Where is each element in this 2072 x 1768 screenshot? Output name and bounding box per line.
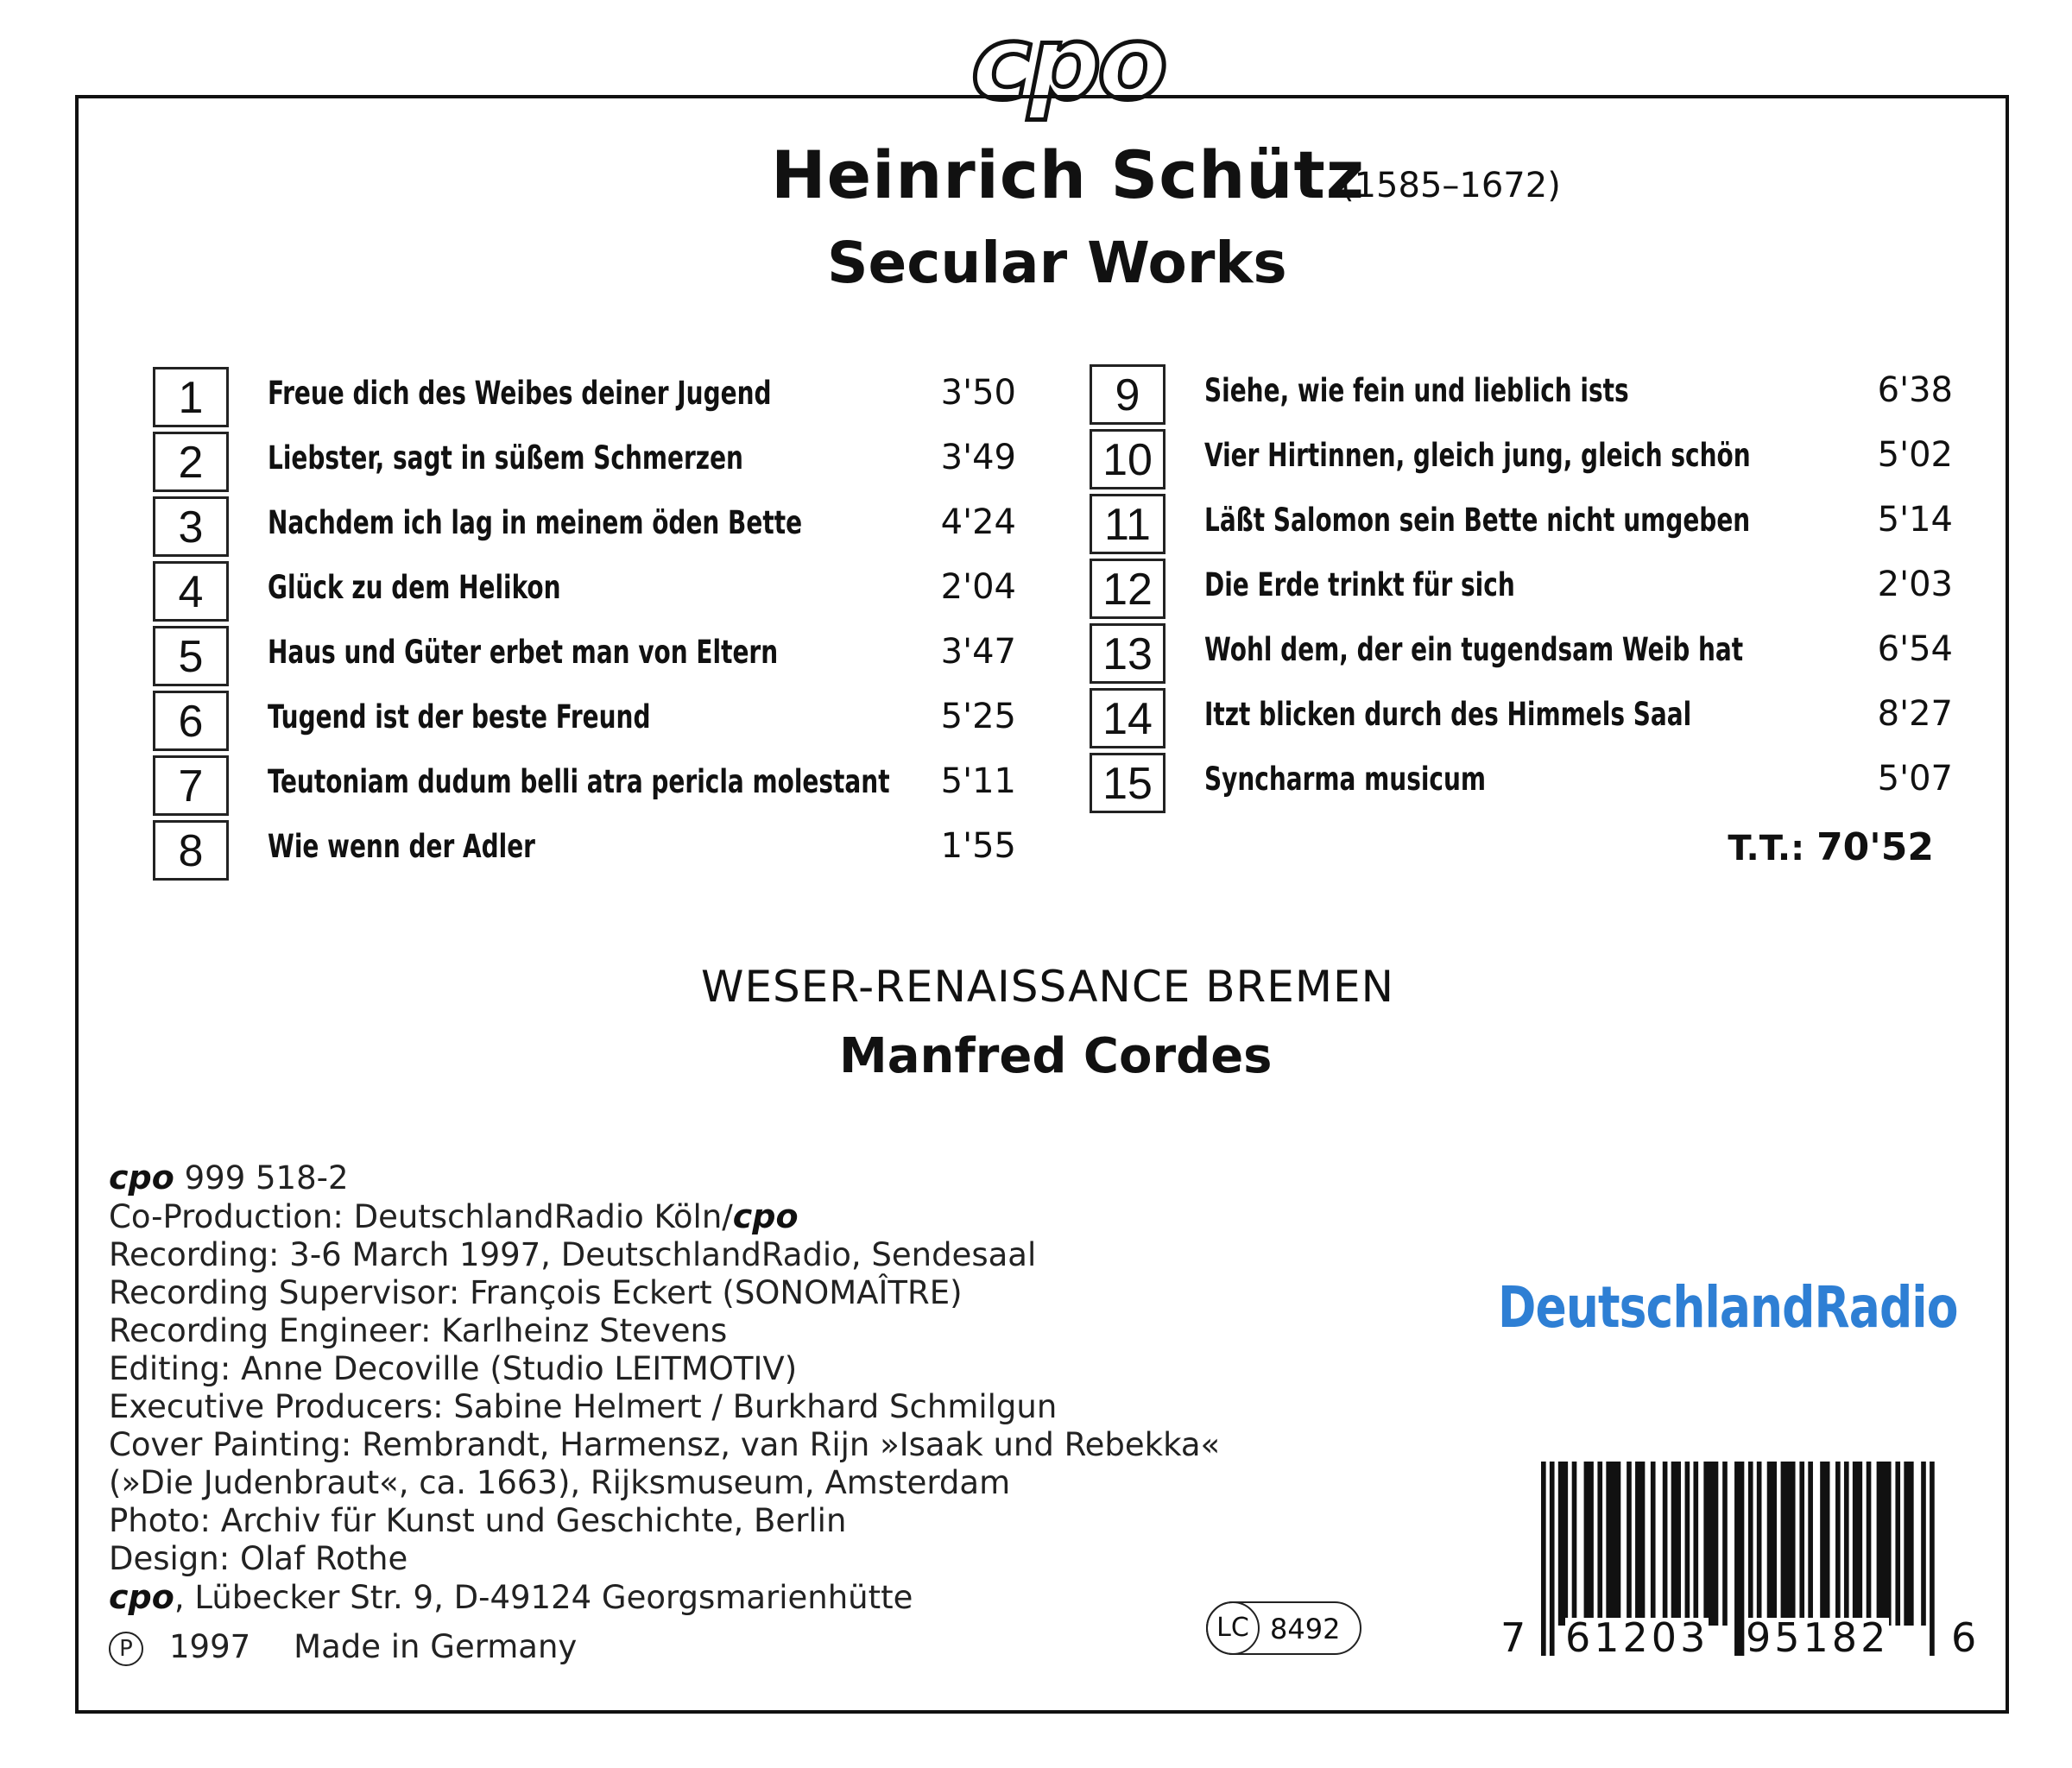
- track-row: [153, 561, 1016, 627]
- conductor-name: Manfred Cordes: [839, 1028, 1273, 1084]
- track-number: 12: [1090, 559, 1166, 619]
- track-number: 6: [153, 691, 229, 751]
- track-row: [1090, 364, 1953, 430]
- total-time-value: 70'52: [1816, 825, 1934, 869]
- track-title: Glück zu dem Helikon: [268, 569, 561, 606]
- barcode-right-group: 95182: [1746, 1614, 1890, 1661]
- credit-line: Editing: Anne Decoville (Studio LEITMOTIV): [109, 1350, 798, 1387]
- label-code-letters: LC: [1206, 1601, 1260, 1655]
- composer-name: Heinrich Schütz: [771, 136, 1366, 213]
- track-title: Freue dich des Weibes deiner Jugend: [268, 375, 772, 412]
- track-title: Teutoniam dudum belli atra pericla molestant: [268, 763, 890, 800]
- track-number: 13: [1090, 623, 1166, 684]
- track-number: 8: [153, 820, 229, 881]
- credit-line: Recording Supervisor: François Eckert (SONOMAÎTRE): [109, 1274, 963, 1311]
- track-number: 5: [153, 626, 229, 686]
- made-in-text: Made in Germany: [294, 1628, 578, 1665]
- track-title: Tugend ist der beste Freund: [268, 698, 651, 736]
- credit-line: Recording Engineer: Karlheinz Stevens: [109, 1312, 728, 1349]
- catalog-number: 999 518-2: [184, 1159, 349, 1197]
- track-number: 2: [153, 432, 229, 492]
- track-number: 9: [1090, 364, 1166, 425]
- track-duration: 6'54: [1877, 629, 1953, 669]
- track-number: 3: [153, 496, 229, 557]
- label-code: [1206, 1601, 1361, 1655]
- track-row: [153, 820, 1016, 886]
- track-duration: 5'02: [1877, 435, 1953, 475]
- track-title: Wie wenn der Adler: [268, 828, 535, 865]
- coproduction-text: Co-Production: DeutschlandRadio Köln/: [109, 1198, 733, 1235]
- track-row: [1090, 494, 1953, 559]
- cpo-logo: cpo: [971, 3, 1165, 123]
- track-title: Syncharma musicum: [1204, 761, 1487, 798]
- track-title: Läßt Salomon sein Bette nicht umgeben: [1204, 502, 1751, 539]
- track-row: [1090, 688, 1953, 754]
- track-title: Itzt blicken durch des Himmels Saal: [1204, 696, 1692, 733]
- track-duration: 3'47: [940, 632, 1016, 672]
- track-number: 14: [1090, 688, 1166, 748]
- track-number: 10: [1090, 429, 1166, 489]
- copyright-year: 1997: [169, 1628, 251, 1665]
- credit-line: Recording: 3-6 March 1997, DeutschlandRadio, Sendesaal: [109, 1236, 1037, 1273]
- barcode-left-group: 61203: [1565, 1614, 1709, 1661]
- cpo-brand: cpo: [109, 1578, 174, 1616]
- track-duration: 5'25: [940, 697, 1016, 736]
- track-number: 4: [153, 561, 229, 622]
- cpo-brand: cpo: [732, 1197, 799, 1235]
- barcode-first-digit: 7: [1500, 1614, 1526, 1661]
- track-row: [153, 691, 1016, 756]
- track-duration: 1'55: [940, 826, 1016, 866]
- total-time: [1728, 825, 1934, 869]
- phonogram-icon: P: [109, 1632, 143, 1666]
- deutschlandradio-logo: DeutschlandRadio: [1498, 1274, 1958, 1341]
- track-number: 7: [153, 755, 229, 816]
- track-row: [153, 626, 1016, 691]
- track-row: [153, 367, 1016, 433]
- track-duration: 3'49: [940, 438, 1016, 477]
- credit-line: Cover Painting: Rembrandt, Harmensz, van Rijn »Isaak und Rebekka«: [109, 1426, 1221, 1463]
- track-duration: 5'07: [1877, 759, 1953, 799]
- album-subtitle: Secular Works: [827, 230, 1287, 296]
- track-title: Liebster, sagt in süßem Schmerzen: [268, 439, 743, 477]
- track-title: Siehe, wie fein und lieblich ists: [1204, 372, 1629, 409]
- track-row: [153, 755, 1016, 821]
- track-duration: 8'27: [1877, 694, 1953, 734]
- track-duration: 6'38: [1877, 370, 1953, 410]
- track-title: Haus und Güter erbet man von Eltern: [268, 634, 779, 671]
- copyright-line: [109, 1628, 577, 1666]
- track-row: [1090, 753, 1953, 818]
- track-duration: 5'14: [1877, 500, 1953, 540]
- catalog-line: [109, 1159, 1220, 1197]
- track-duration: 2'03: [1877, 565, 1953, 604]
- track-row: [1090, 429, 1953, 495]
- composer-dates: (1585–1672): [1341, 166, 1561, 205]
- track-row: [1090, 623, 1953, 689]
- credit-line: Executive Producers: Sabine Helmert / Burkhard Schmilgun: [109, 1388, 1058, 1425]
- coproduction-line: [109, 1197, 1220, 1236]
- cpo-brand: cpo: [109, 1159, 174, 1197]
- credit-line: Design: Olaf Rothe: [109, 1540, 408, 1577]
- ensemble-name: WESER-RENAISSANCE BREMEN: [701, 962, 1394, 1012]
- track-row: [153, 496, 1016, 562]
- credit-line: Photo: Archiv für Kunst und Geschichte, Berlin: [109, 1502, 847, 1539]
- track-number: 15: [1090, 753, 1166, 813]
- barcode-last-digit: 6: [1951, 1614, 1977, 1661]
- track-number: 1: [153, 367, 229, 427]
- track-row: [1090, 559, 1953, 624]
- address-line: [109, 1578, 1220, 1617]
- track-duration: 2'04: [940, 567, 1016, 607]
- total-time-label: T.T.:: [1728, 829, 1805, 868]
- track-row: [153, 432, 1016, 497]
- address-text: , Lübecker Str. 9, D-49124 Georgsmarienhütte: [174, 1579, 913, 1616]
- track-title: Vier Hirtinnen, gleich jung, gleich schön: [1204, 437, 1751, 474]
- label-code-number: 8492: [1270, 1613, 1341, 1645]
- track-title: Die Erde trinkt für sich: [1204, 566, 1515, 603]
- track-title: Wohl dem, der ein tugendsam Weib hat: [1204, 631, 1744, 668]
- track-duration: 3'50: [940, 373, 1016, 413]
- track-duration: 5'11: [940, 761, 1016, 801]
- credit-line: (»Die Judenbraut«, ca. 1663), Rijksmuseum, Amsterdam: [109, 1464, 1011, 1501]
- track-title: Nachdem ich lag in meinem öden Bette: [268, 504, 803, 541]
- track-number: 11: [1090, 494, 1166, 554]
- track-duration: 4'24: [940, 502, 1016, 542]
- credits-block: [109, 1159, 1220, 1617]
